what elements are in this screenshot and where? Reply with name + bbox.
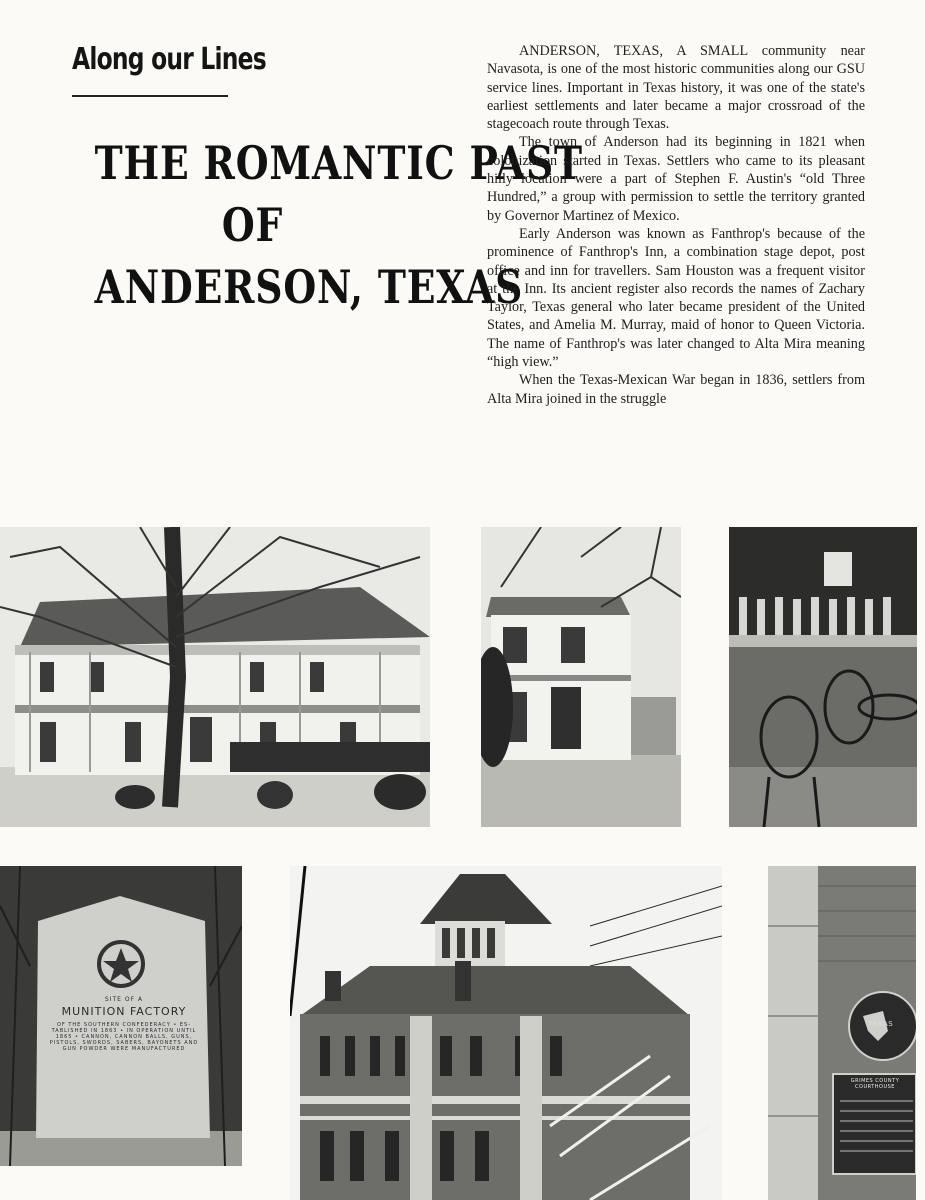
marker-inscription bbox=[44, 952, 204, 1052]
article-body bbox=[487, 42, 865, 408]
marker-line-4: TABLISHED IN 1863 • IN OPERATION UNTIL bbox=[51, 1028, 197, 1034]
article-paragraph: Early Anderson was known as Fanthrop's because of the prominence of Fanthrop's Inn, a combination stage depot, post office and inn for travellers. Sam Houston was a frequent visitor at the Inn. Its ancient register also records the names of Zachary Taylor, Texas general who later became president of the United States, and Amelia M. Murray, maid of honor to Queen Victoria. The name of Fanthrop's was later changed to Alta Mira meaning “high view.” bbox=[487, 225, 865, 371]
marker-line-3: OF THE SOUTHERN CONFEDERACY • ES- bbox=[56, 1022, 192, 1028]
kicker-rule bbox=[72, 95, 228, 97]
marker-line-5: 1865 • CANNON, CANNON BALLS, GUNS, bbox=[55, 1034, 193, 1040]
headline-line-3: ANDERSON, TEXAS bbox=[94, 260, 524, 314]
marker-line-6: PISTOLS, SWORDS, SABERS, BAYONETS AND bbox=[49, 1040, 199, 1046]
article-paragraph: The town of Anderson had its beginning in 1821 when colonization started in Texas. Settlers who came to its pleasant hilly location were a part of Stephen F. Austin's “old Three Hundred,” a group with permission to settle the territory granted by Governor Martinez of Mexico. bbox=[487, 134, 865, 224]
kicker: Along our Lines bbox=[72, 42, 266, 77]
photo-parlor-interior bbox=[729, 527, 917, 827]
article-paragraph: ANDERSON, TEXAS, A SMALL community near Navasota, is one of the most historic communities along our GSU service lines. Important in Texas history, it was one of the state's earliest settlements and later became a major crossroad of the stagecoach route through Texas. bbox=[487, 43, 865, 133]
headline bbox=[60, 132, 583, 318]
headline-line-2: OF bbox=[221, 198, 284, 252]
marker-line-1: SITE OF A bbox=[104, 996, 144, 1003]
article-paragraph: When the Texas-Mexican War began in 1836, settlers from Alta Mira joined in the struggle bbox=[487, 372, 865, 407]
plaque-title: GRIMES COUNTY COURTHOUSE bbox=[850, 1078, 900, 1090]
marker-line-7: GUN POWDER WERE MANUFACTURED bbox=[62, 1046, 186, 1052]
photo-courthouse bbox=[290, 866, 722, 1200]
plaque-seal-label: TEXAS bbox=[868, 1020, 894, 1028]
photo-historical-marker bbox=[0, 866, 242, 1166]
photo-narrow-house bbox=[481, 527, 681, 827]
headline-line-1: THE ROMANTIC PAST bbox=[94, 136, 583, 190]
photo-two-story-house bbox=[0, 527, 430, 827]
marker-line-2: MUNITION FACTORY bbox=[61, 1005, 187, 1018]
photo-texas-plaque bbox=[768, 866, 916, 1200]
